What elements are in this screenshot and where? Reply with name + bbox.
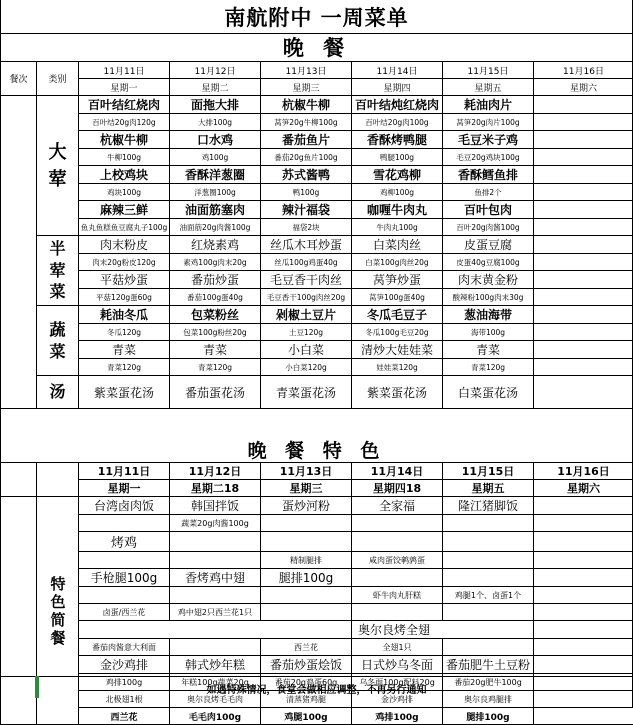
feature-row	[1, 708, 633, 725]
menu-row	[1, 131, 633, 149]
menu-row	[1, 341, 633, 359]
dish-portion: 福袋2块	[261, 219, 352, 236]
dish-name: 香酥鳕鱼排	[443, 166, 534, 184]
dish-name: 油面筋塞肉	[170, 201, 261, 219]
dish-name: 杭椒牛柳	[261, 96, 352, 114]
menu-row	[1, 184, 633, 201]
notice-text: 如遇特殊情况，食堂会做相应调整，不再另行通知	[0, 676, 633, 699]
dish-name: 青菜	[170, 341, 261, 359]
feature-portion	[261, 587, 352, 604]
feature-portion	[352, 604, 443, 621]
menu-row	[1, 219, 633, 236]
dish-portion: 大排100g	[170, 114, 261, 131]
dish-portion: 冬瓜100g毛豆20g	[352, 324, 443, 341]
weekday-header: 星期二	[170, 79, 261, 96]
feature-dish: 日式炒乌冬面	[352, 656, 443, 674]
feature-dish: 韩国拌饭	[170, 497, 261, 515]
menu-row	[1, 289, 633, 306]
dish-name: 香酥洋葱圈	[170, 166, 261, 184]
feature-portion	[534, 639, 633, 656]
feature-portion	[261, 515, 352, 532]
dish-portion: 牛柳100g	[79, 149, 170, 166]
dish-portion: 丝瓜100g鸡蛋40g	[261, 254, 352, 271]
dish-portion: 酸辣粉100g肉末30g	[443, 289, 534, 306]
type-column-header: 类别	[37, 62, 79, 96]
dish-portion: 皮蛋40g豆腐100g	[443, 254, 534, 271]
dish-portion: 百叶结20g肉100g	[352, 114, 443, 131]
feature-dish: 奥尔良烤全翅	[352, 621, 534, 639]
weekday-header: 星期一	[79, 79, 170, 96]
dish-portion: 鱼丸鱼糕鱼豆腐丸子100g	[79, 219, 170, 236]
dish-portion: 百叶结20g肉120g	[79, 114, 170, 131]
dish-name: 白菜肉丝	[352, 236, 443, 254]
feature-weekday-row	[1, 480, 633, 497]
dish-name: 麻辣三鲜	[79, 201, 170, 219]
dish-portion: 洋葱圈100g	[170, 184, 261, 201]
dish-name: 肉末粉皮	[79, 236, 170, 254]
dish-name: 葱油海带	[443, 306, 534, 324]
feature-portion: 西兰花	[261, 639, 352, 656]
feature-dish	[79, 621, 352, 639]
feature-portion: 鸡中翅2只西兰花1只	[170, 604, 261, 621]
feature-portion	[170, 587, 261, 604]
feature-row	[1, 639, 633, 656]
dish-name: 口水鸡	[170, 131, 261, 149]
dish-portion	[534, 289, 633, 306]
dish-name: 百叶包肉	[443, 201, 534, 219]
menu-row	[1, 236, 633, 254]
feature-portion: 金沙鸡排	[352, 691, 443, 708]
feature-row	[1, 552, 633, 569]
category-label: 汤	[49, 381, 67, 403]
feature-dish	[534, 497, 633, 515]
dish-name: 毛豆香干肉丝	[261, 271, 352, 289]
dish-name: 毛豆米子鸡	[443, 131, 534, 149]
dish-portion: 鸡100g	[170, 149, 261, 166]
feature-portion	[443, 604, 534, 621]
feature-corner	[37, 463, 79, 497]
dish-name: 雪花鸡柳	[352, 166, 443, 184]
feature-dish: 台湾卤肉饭	[79, 497, 170, 515]
menu-row	[1, 271, 633, 289]
dish-name: 百叶结红烧肉	[79, 96, 170, 114]
category-cell	[37, 96, 79, 236]
feature-row	[1, 656, 633, 674]
dish-portion: 土豆120g	[261, 324, 352, 341]
feature-portion: 西兰花	[79, 708, 170, 725]
dish-portion	[534, 149, 633, 166]
feature-dish	[534, 569, 633, 587]
feature-portion: 鸡排100g	[352, 708, 443, 725]
feature-dish: 全家福	[352, 497, 443, 515]
dish-portion: 鸡柳100g	[352, 184, 443, 201]
weekday-header-row	[1, 79, 633, 96]
dish-portion: 鸡块100g	[79, 184, 170, 201]
feature-portion: 毛毛肉100g	[170, 708, 261, 725]
weekday-header: 星期四	[352, 79, 443, 96]
feature-portion: 卤蛋/西兰花	[79, 604, 170, 621]
dish-name	[534, 376, 633, 409]
feature-date-header: 11月13日	[261, 463, 352, 480]
weekday-header: 星期五	[443, 79, 534, 96]
dish-name: 紫菜蛋花汤	[79, 376, 170, 409]
dish-name: 杭椒牛柳	[79, 131, 170, 149]
date-header-row	[1, 62, 633, 79]
feature-portion	[443, 515, 534, 532]
category-cell	[37, 306, 79, 376]
date-header: 11月16日	[534, 62, 633, 79]
dish-portion: 毛豆20g鸡块100g	[443, 149, 534, 166]
feature-date-header: 11月12日	[170, 463, 261, 480]
dish-name: 剁椒土豆片	[261, 306, 352, 324]
feature-portion: 咸肉蛋饺鹌鹑蛋	[352, 552, 443, 569]
dish-name: 百叶结炖红烧肉	[352, 96, 443, 114]
dish-portion: 小白菜120g	[261, 359, 352, 376]
menu-row	[1, 359, 633, 376]
dish-portion: 莴笋20g肉片100g	[443, 114, 534, 131]
dish-name	[534, 201, 633, 219]
weekday-header: 星期六	[534, 79, 633, 96]
feature-date-header: 11月14日	[352, 463, 443, 480]
feature-portion: 鸡排100g	[79, 674, 170, 691]
feature-portion	[534, 587, 633, 604]
feature-row	[1, 569, 633, 587]
feature-weekday-header: 星期四18	[352, 480, 443, 497]
date-header: 11月14日	[352, 62, 443, 79]
feature-portion	[443, 639, 534, 656]
dish-portion: 海带100g	[443, 324, 534, 341]
dish-name: 青菜	[443, 341, 534, 359]
dish-name: 香酥烤鸭腿	[352, 131, 443, 149]
date-header: 11月15日	[443, 62, 534, 79]
feature-portion: 番茄20g肥牛100g	[443, 674, 534, 691]
dish-portion	[534, 324, 633, 341]
feature-portion	[261, 604, 352, 621]
feature-portion: 鸡腿100g	[261, 708, 352, 725]
dish-name: 紫菜蛋花汤	[352, 376, 443, 409]
feature-portion	[170, 639, 261, 656]
dish-name	[534, 341, 633, 359]
feature-dish	[443, 532, 534, 552]
date-header: 11月11日	[79, 62, 170, 79]
feature-row	[1, 621, 633, 639]
feature-portion: 年糕100g蔬菜20g	[170, 674, 261, 691]
feature-portion: 虾牛肉丸肝糕	[352, 587, 443, 604]
menu-row	[1, 166, 633, 184]
category-label: 大荤	[49, 139, 67, 193]
feature-row	[1, 515, 633, 532]
dish-name: 冬瓜毛豆子	[352, 306, 443, 324]
dish-portion: 鸭100g	[261, 184, 352, 201]
feature-dish: 番茄肥牛土豆粉	[443, 656, 534, 674]
feature-weekday-header: 星期三	[261, 480, 352, 497]
feature-date-header: 11月15日	[443, 463, 534, 480]
feature-portion	[352, 515, 443, 532]
feature-portion: 番茄20g鸡蛋60g	[261, 674, 352, 691]
feature-portion: 番茄肉酱意大利面	[79, 639, 170, 656]
date-header: 11月13日	[261, 62, 352, 79]
feature-dish: 手枪腿100g	[79, 569, 170, 587]
menu-row	[1, 114, 633, 131]
dish-name: 番茄鱼片	[261, 131, 352, 149]
feature-portion	[79, 552, 170, 569]
feature-dish: 蛋炒河粉	[261, 497, 352, 515]
feature-dish: 隆江猪脚饭	[443, 497, 534, 515]
category-cell	[37, 236, 79, 306]
dish-name	[534, 166, 633, 184]
feature-weekday-header: 星期二18	[170, 480, 261, 497]
dish-name: 耗油冬瓜	[79, 306, 170, 324]
feature-portion	[170, 552, 261, 569]
feature-dish: 番茄炒蛋烩饭	[261, 656, 352, 674]
feature-portion: 奥尔良烤毛毛肉	[170, 691, 261, 708]
dish-name	[534, 131, 633, 149]
weekday-header: 星期三	[261, 79, 352, 96]
feature-date-header: 11月11日	[79, 463, 170, 480]
dish-name: 咖喱牛肉丸	[352, 201, 443, 219]
page-title: 南航附中 一周菜单	[0, 0, 633, 34]
feature-portion	[79, 587, 170, 604]
feature-weekday-header: 星期一	[79, 480, 170, 497]
dish-name: 红烧素鸡	[170, 236, 261, 254]
dish-portion: 肉末20g粉皮120g	[79, 254, 170, 271]
feature-portion	[534, 604, 633, 621]
dish-name: 白菜蛋花汤	[443, 376, 534, 409]
feature-corner	[1, 463, 37, 497]
feature-portion: 清蒸猪鸡腿	[261, 691, 352, 708]
feature-portion	[79, 515, 170, 532]
dish-name: 面拖大排	[170, 96, 261, 114]
dish-name: 苏式酱鸭	[261, 166, 352, 184]
category-label: 半荤菜	[49, 238, 67, 303]
feature-portion	[534, 708, 633, 725]
dish-name	[534, 96, 633, 114]
dish-portion: 鱼排2个	[443, 184, 534, 201]
feature-dish	[443, 569, 534, 587]
dish-name: 番茄蛋花汤	[170, 376, 261, 409]
dish-portion: 番茄20g鱼片100g	[261, 149, 352, 166]
dinner-table	[0, 61, 633, 409]
dish-portion: 娃娃菜120g	[352, 359, 443, 376]
feature-dish: 韩式炒年糕	[170, 656, 261, 674]
feature-portion: 蔬菜20g肉酱100g	[170, 515, 261, 532]
dish-name: 上校鸡块	[79, 166, 170, 184]
dish-portion	[534, 359, 633, 376]
menu-row	[1, 96, 633, 114]
dish-portion: 包菜100g粉丝20g	[170, 324, 261, 341]
feature-dish: 腿排100g	[261, 569, 352, 587]
menu-row	[1, 324, 633, 341]
dish-name: 莴笋炒蛋	[352, 271, 443, 289]
feature-dish	[261, 532, 352, 552]
dish-portion	[534, 114, 633, 131]
dish-portion: 青菜120g	[170, 359, 261, 376]
dish-portion: 百叶20g肉酱100g	[443, 219, 534, 236]
dish-name: 辣汁福袋	[261, 201, 352, 219]
date-header: 11月12日	[170, 62, 261, 79]
dish-name	[534, 306, 633, 324]
feature-dish	[534, 656, 633, 674]
feature-dish	[352, 532, 443, 552]
dish-portion: 平菇120g蛋60g	[79, 289, 170, 306]
dish-portion: 莴笋20g牛柳100g	[261, 114, 352, 131]
feature-date-header: 11月16日	[534, 463, 633, 480]
meal-column-header: 餐次	[1, 62, 37, 96]
feature-category-label: 特色简餐	[51, 575, 65, 647]
dish-portion: 青菜120g	[443, 359, 534, 376]
dish-portion: 油面筋20g肉酱100g	[170, 219, 261, 236]
feature-portion: 腿排100g	[443, 708, 534, 725]
dish-portion	[534, 254, 633, 271]
feature-heading: 晚 餐 特 色	[0, 436, 633, 462]
feature-row	[1, 604, 633, 621]
feature-row	[1, 497, 633, 515]
dish-portion	[534, 219, 633, 236]
dish-portion: 白菜100g肉丝20g	[352, 254, 443, 271]
dish-name: 青菜	[79, 341, 170, 359]
feature-dish: 香烤鸡中翅	[170, 569, 261, 587]
meal-cell	[1, 96, 37, 409]
dish-name: 丝瓜木耳炒蛋	[261, 236, 352, 254]
feature-dish: 金沙鸡排	[79, 656, 170, 674]
dish-name: 平菇炒蛋	[79, 271, 170, 289]
feature-portion: 乌冬面100g配料20g	[352, 674, 443, 691]
dish-name: 番茄炒蛋	[170, 271, 261, 289]
feature-portion	[534, 515, 633, 532]
dish-portion: 毛豆香干100g肉丝20g	[261, 289, 352, 306]
dish-name: 肉末黄金粉	[443, 271, 534, 289]
feature-portion	[443, 552, 534, 569]
feature-row	[1, 587, 633, 604]
feature-portion: 鸡腿1个、卤蛋1个	[443, 587, 534, 604]
cell-marker	[35, 676, 39, 698]
feature-dish	[534, 532, 633, 552]
feature-weekday-header: 星期五	[443, 480, 534, 497]
dish-portion: 冬瓜120g	[79, 324, 170, 341]
dish-name: 包菜粉丝	[170, 306, 261, 324]
feature-portion: 全翅1只	[352, 639, 443, 656]
category-cell	[37, 376, 79, 409]
feature-portion	[534, 552, 633, 569]
dish-portion: 莴笋100g蛋40g	[352, 289, 443, 306]
menu-row	[1, 149, 633, 166]
dish-name: 清炒大娃娃菜	[352, 341, 443, 359]
dish-name	[534, 271, 633, 289]
feature-dish	[170, 532, 261, 552]
feature-portion: 奥尔良鸡腿排	[443, 691, 534, 708]
menu-row	[1, 201, 633, 219]
feature-weekday-header: 星期六	[534, 480, 633, 497]
feature-dish	[534, 621, 633, 639]
dish-portion: 牛肉丸100g	[352, 219, 443, 236]
dish-portion: 青菜120g	[79, 359, 170, 376]
dish-name: 耗油肉片	[443, 96, 534, 114]
dish-portion: 素鸡100g肉末20g	[170, 254, 261, 271]
feature-dish: 烤鸡	[79, 532, 170, 552]
feature-dish	[352, 569, 443, 587]
dish-name: 皮蛋豆腐	[443, 236, 534, 254]
dish-name: 青菜蛋花汤	[261, 376, 352, 409]
menu-row	[1, 376, 633, 409]
feature-portion: 精制腿排	[261, 552, 352, 569]
menu-row	[1, 254, 633, 271]
menu-row	[1, 306, 633, 324]
dinner-heading: 晚 餐	[0, 33, 633, 62]
dish-name	[534, 236, 633, 254]
dish-portion	[534, 184, 633, 201]
dish-name: 小白菜	[261, 341, 352, 359]
feature-date-row	[1, 463, 633, 480]
feature-row	[1, 532, 633, 552]
dish-portion: 番茄100g蛋40g	[170, 289, 261, 306]
dish-portion: 鸭腿100g	[352, 149, 443, 166]
category-label: 蔬菜	[49, 319, 67, 362]
feature-portion: 北极翅1根	[79, 691, 170, 708]
